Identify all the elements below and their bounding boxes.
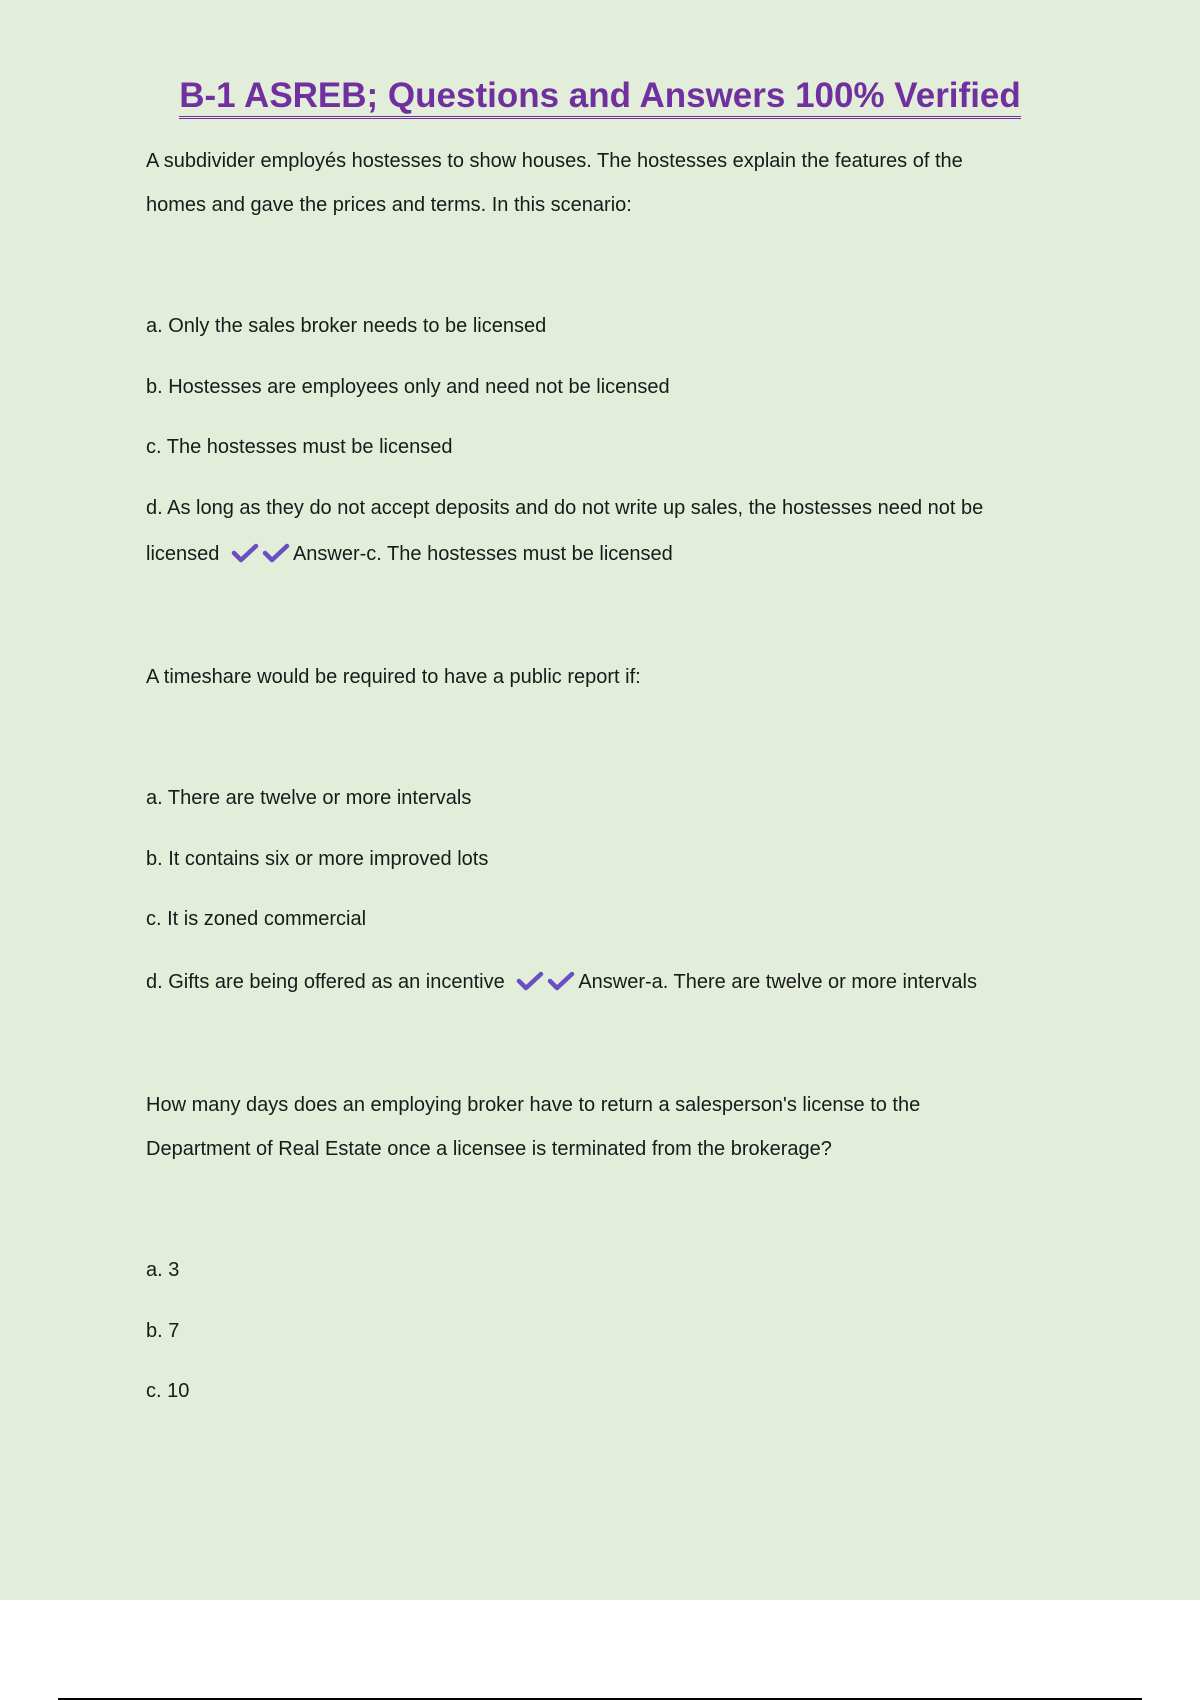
question-1-option-d: d. As long as they do not accept deposits and do not write up sales, the hostesses need not be: [146, 497, 984, 519]
check-icon: [547, 971, 575, 991]
page-title: [0, 74, 1200, 118]
question-3-stem-line-2: Department of Real Estate once a licensee is terminated from the brokerage?: [146, 1138, 832, 1160]
question-3-option-c: c. 10: [146, 1380, 190, 1402]
question-3-stem-line-1: How many days does an employing broker have to return a salesperson's license to the: [146, 1094, 921, 1116]
question-1-stem-line-2: homes and gave the prices and terms. In this scenario:: [146, 194, 632, 216]
check-icon: [516, 971, 544, 991]
question-1-option-c: c. The hostesses must be licensed: [146, 436, 453, 458]
question-1-option-b: b. Hostesses are employees only and need not be licensed: [146, 376, 670, 398]
question-3-option-b: b. 7: [146, 1320, 180, 1342]
question-2-option-c: c. It is zoned commercial: [146, 908, 367, 930]
question-2-option-a: a. There are twelve or more intervals: [146, 787, 472, 809]
question-3-option-a: a. 3: [146, 1259, 180, 1281]
question-1-answer-line: [146, 541, 1096, 567]
question-2-option-b: b. It contains six or more improved lots: [146, 848, 489, 870]
question-2-stem-line-1: A timeshare would be required to have a public report if:: [146, 666, 641, 688]
check-icon: [231, 543, 259, 563]
question-1-option-a: a. Only the sales broker needs to be licensed: [146, 315, 547, 337]
question-2-answer-line: [146, 969, 1096, 995]
question-1-stem-line-1: A subdivider employés hostesses to show houses. The hostesses explain the features of the: [146, 150, 963, 172]
question-1-answer: Answer-c. The hostesses must be licensed: [292, 543, 673, 565]
question-1-option-d-continuation: licensed: [146, 543, 220, 565]
question-2-option-d: d. Gifts are being offered as an incentive: [146, 971, 505, 993]
question-2-answer: Answer-a. There are twelve or more intervals: [578, 971, 977, 993]
page-title-text: B-1 ASREB; Questions and Answers 100% Verified: [179, 76, 1021, 119]
check-icon: [262, 543, 290, 563]
